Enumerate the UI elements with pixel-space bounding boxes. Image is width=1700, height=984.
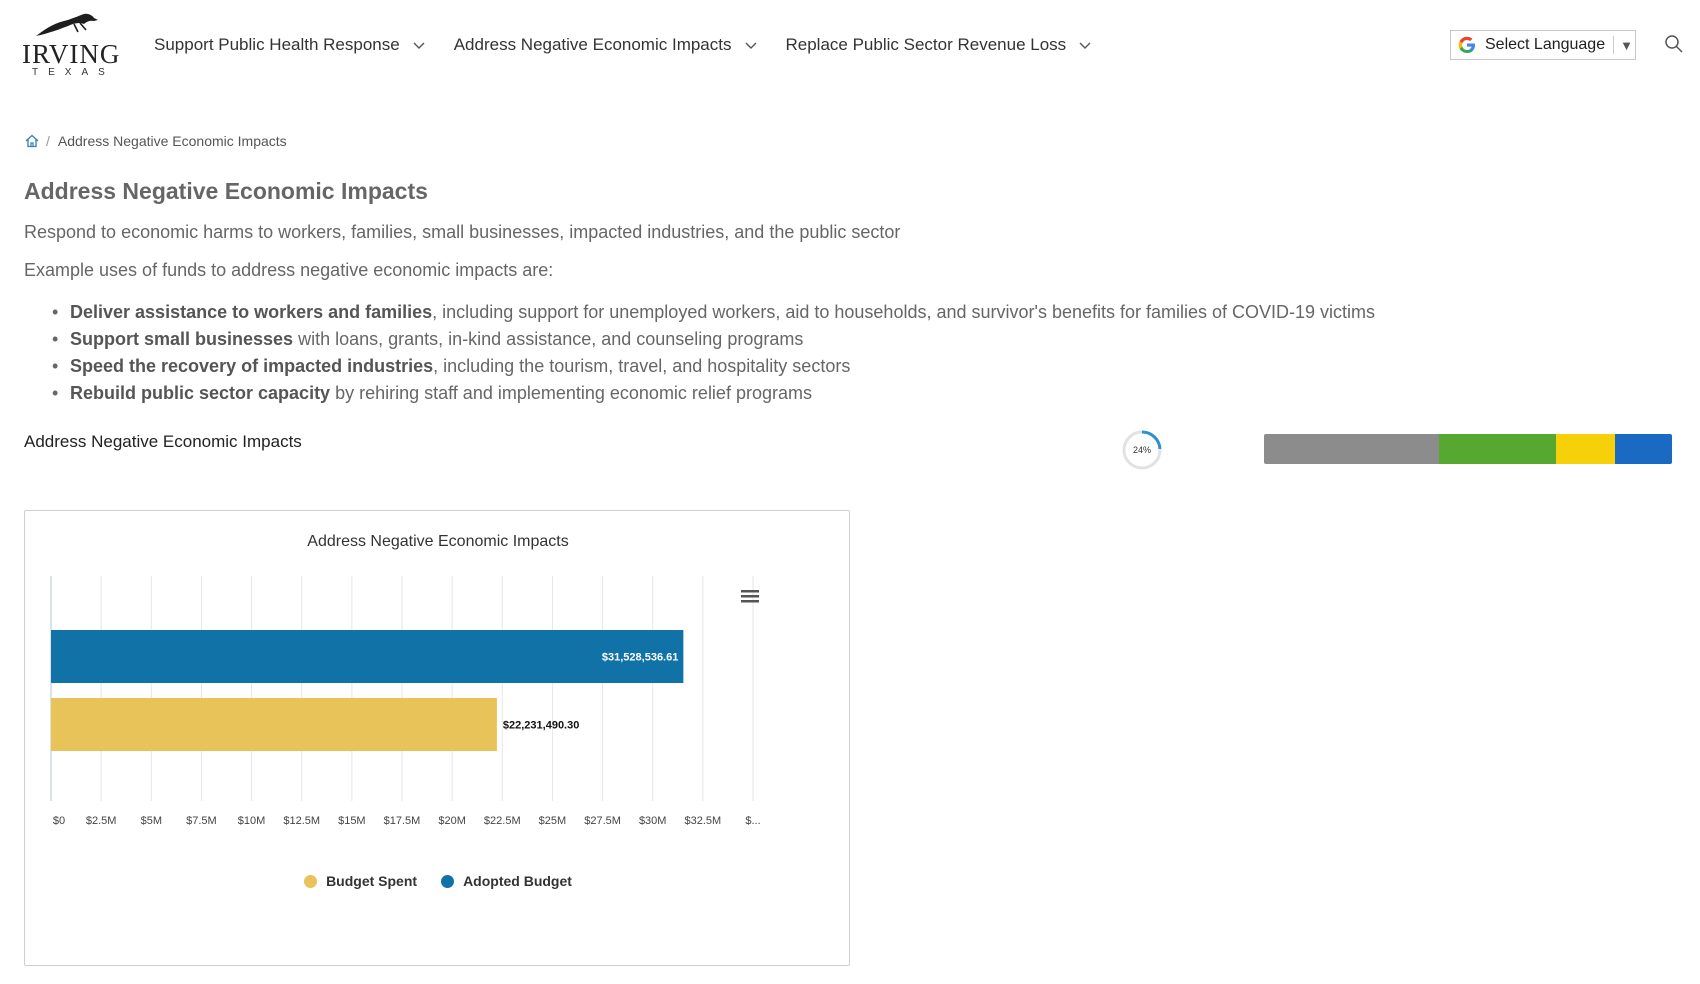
dropdown-arrow-icon: ▼ xyxy=(1620,37,1633,53)
stack-segment xyxy=(1556,434,1615,464)
chart-legend xyxy=(25,873,851,889)
main-nav xyxy=(154,35,1120,55)
horse-logo-icon xyxy=(34,12,104,38)
example-heading: Example uses of funds to address negative economic impacts are: xyxy=(24,260,554,280)
chevron-down-icon xyxy=(1078,38,1092,52)
stack-segment xyxy=(1615,434,1672,464)
legend-dot xyxy=(304,875,317,888)
x-tick-label: $27.5M xyxy=(584,815,621,827)
chart-menu-icon[interactable] xyxy=(739,587,761,605)
x-tick-label: $12.5M xyxy=(283,815,321,827)
breadcrumb-separator: / xyxy=(46,133,50,149)
chevron-down-icon xyxy=(744,38,758,52)
breadcrumb-current: Address Negative Economic Impacts xyxy=(57,133,287,149)
nav-replace-revenue-loss[interactable] xyxy=(786,35,1093,55)
legend-label: Adopted Budget xyxy=(463,873,572,889)
chart-title: Address Negative Economic Impacts xyxy=(307,533,569,550)
x-tick-label: $... xyxy=(745,815,761,827)
page-title: Address Negative Economic Impacts xyxy=(24,178,428,204)
x-tick-label: $15M xyxy=(338,815,366,827)
legend-adopted-budget[interactable] xyxy=(441,873,572,889)
language-label: Select Language xyxy=(1485,36,1606,53)
bar-adopted-budget xyxy=(51,630,683,683)
budget-stacked-bar xyxy=(1264,434,1672,464)
x-tick-label: $17.5M xyxy=(383,815,421,827)
logo-subtitle: TEXAS xyxy=(32,67,115,78)
x-tick-label: $32.5M xyxy=(684,815,722,827)
breadcrumb xyxy=(24,133,287,149)
google-icon xyxy=(1457,35,1477,55)
use-bold: Deliver assistance to workers and families xyxy=(70,302,433,322)
use-bold: Support small businesses xyxy=(70,329,294,349)
stack-segment xyxy=(1439,434,1555,464)
nav-label: Address Negative Economic Impacts xyxy=(453,35,732,54)
chevron-down-icon xyxy=(412,38,426,52)
site-header xyxy=(0,0,1700,100)
bar-chart xyxy=(25,511,851,967)
nav-label: Replace Public Sector Revenue Loss xyxy=(785,35,1067,54)
page-intro: Respond to economic harms to workers, families, small businesses, impacted industries, and the public sector xyxy=(24,222,901,242)
list-item xyxy=(52,326,1375,353)
x-tick-label: $0 xyxy=(52,815,66,827)
x-tick-label: $25M xyxy=(538,815,567,827)
progress-percent: 24% xyxy=(1132,445,1151,455)
stack-segment xyxy=(1264,434,1439,464)
use-bold: Rebuild public sector capacity xyxy=(70,383,331,403)
x-tick-label: $10M xyxy=(237,815,266,827)
use-rest: , including the tourism, travel, and hospitality sectors xyxy=(433,356,851,376)
use-rest: by rehiring staff and implementing economic relief programs xyxy=(330,383,812,403)
legend-label: Budget Spent xyxy=(326,873,418,889)
x-tick-label: $30M xyxy=(638,815,667,827)
nav-address-negative-economic[interactable] xyxy=(454,35,758,55)
bar-data-label: $31,528,536.61 xyxy=(601,651,679,664)
x-tick-label: $5M xyxy=(140,815,162,827)
irving-logo[interactable] xyxy=(22,12,121,78)
x-tick-label: $22.5M xyxy=(483,815,521,827)
section-label: Address Negative Economic Impacts xyxy=(24,432,302,451)
legend-budget-spent[interactable] xyxy=(304,873,417,889)
legend-dot xyxy=(441,875,454,888)
x-tick-label: $20M xyxy=(438,815,466,827)
list-item xyxy=(52,380,1375,407)
nav-support-public-health[interactable] xyxy=(154,35,426,55)
use-bold: Speed the recovery of impacted industries xyxy=(70,356,434,376)
bar-budget-spent xyxy=(51,698,497,751)
use-rest: with loans, grants, in-kind assistance, and counseling programs xyxy=(293,329,804,349)
language-select[interactable] xyxy=(1450,30,1636,60)
logo-wordmark: IRVING xyxy=(22,39,121,69)
list-item xyxy=(52,353,1375,380)
use-rest: , including support for unemployed workers, aid to households, and survivor's benefits for families of COVID-19 victims xyxy=(432,302,1376,322)
x-tick-label: $7.5M xyxy=(186,815,217,827)
bar-data-label: $22,231,490.30 xyxy=(502,719,580,732)
uses-list xyxy=(52,299,1375,407)
home-icon[interactable] xyxy=(24,133,40,149)
x-tick-label: $2.5M xyxy=(85,815,117,827)
separator xyxy=(1613,36,1614,54)
chart-card xyxy=(24,510,850,966)
nav-label: Support Public Health Response xyxy=(154,35,400,54)
list-item xyxy=(52,299,1375,326)
search-icon[interactable] xyxy=(1664,34,1684,54)
